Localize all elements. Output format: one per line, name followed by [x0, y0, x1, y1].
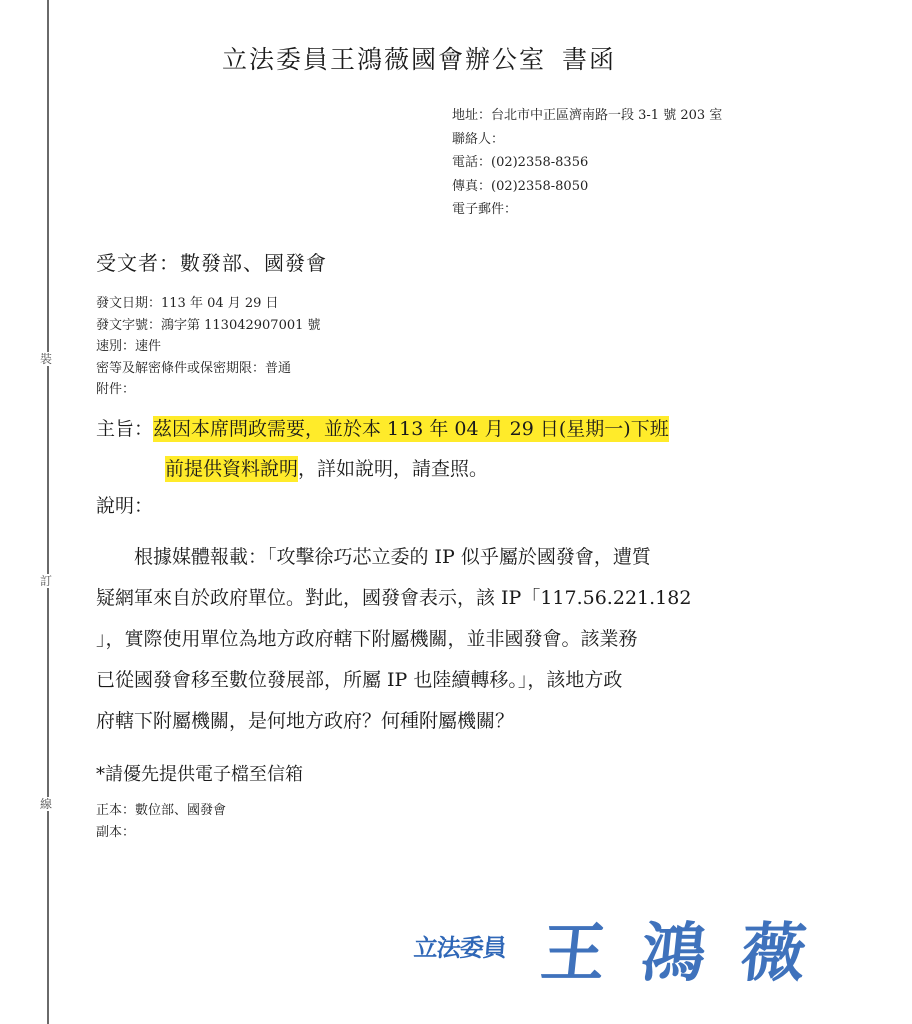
copy-recipients: 副本： [96, 825, 136, 840]
document-type: 書函 [562, 45, 617, 74]
subject-label: 主旨： [96, 418, 154, 440]
description-line: 已從國發會移至數位發展部，所屬 IP 也陸續轉移。」，該地方政 [96, 669, 623, 691]
description-label: 說明： [96, 495, 154, 517]
contact-address: 地址：台北市中正區濟南路一段 3-1 號 203 室 [452, 108, 723, 123]
attachment: 附件： [96, 382, 136, 397]
meta-block [96, 293, 321, 401]
binding-line [47, 0, 49, 1024]
description-line: 」，實際使用單位為地方政府轄下附屬機關，並非國發會。該業務 [96, 628, 638, 650]
subject-highlight-line1: 茲因本席問政需要，並於本 113 年 04 月 29 日(星期一)下班 [153, 418, 669, 440]
contact-fax: 傳真：(02)2358-8050 [452, 178, 589, 194]
classification: 密等及解密條件或保密期限：普通 [96, 360, 292, 376]
subject-block [96, 409, 669, 489]
binding-mark-3: 線 [40, 797, 53, 811]
delivery-speed: 速別：速件 [96, 339, 162, 354]
signature-title: 立法委員 [412, 933, 507, 962]
document-number: 發文字號：鴻字第 113042907001 號 [96, 317, 321, 333]
issue-date: 發文日期：113 年 04 月 29 日 [96, 296, 279, 311]
document-title [222, 40, 616, 76]
subject-highlight-line2: 前提供資料說明 [165, 458, 299, 480]
description-line: 府轄下附屬機關，是何地方政府？何種附屬機關？ [96, 710, 515, 732]
description-body [96, 537, 818, 742]
signature-stamp [414, 900, 862, 1000]
priority-note: *請優先提供電子檔至信箱 [96, 764, 303, 785]
original-recipients: 正本：數位部、國發會 [96, 803, 227, 818]
binding-mark-1: 裝 [40, 352, 53, 366]
description-line: 根據媒體報載：「攻擊徐巧芯立委的 IP 似乎屬於國發會，遭質 [134, 546, 651, 568]
subject-rest: ，詳如說明，請查照。 [298, 458, 489, 480]
recipient: 受文者：數發部、國發會 [96, 251, 327, 275]
description-line: 疑網軍來自於政府單位。對此，國發會表示，該 IP「117.56.221.182 [96, 587, 692, 609]
copies-block [96, 800, 226, 844]
signature-name: 王鴻薇 [537, 916, 846, 991]
contact-person: 聯絡人： [452, 131, 505, 147]
binding-mark-2: 訂 [40, 574, 53, 588]
contact-block [452, 104, 722, 222]
contact-email: 電子郵件： [452, 202, 518, 217]
contact-phone: 電話：(02)2358-8356 [452, 155, 589, 170]
office-name: 立法委員王鴻薇國會辦公室 [222, 45, 547, 74]
